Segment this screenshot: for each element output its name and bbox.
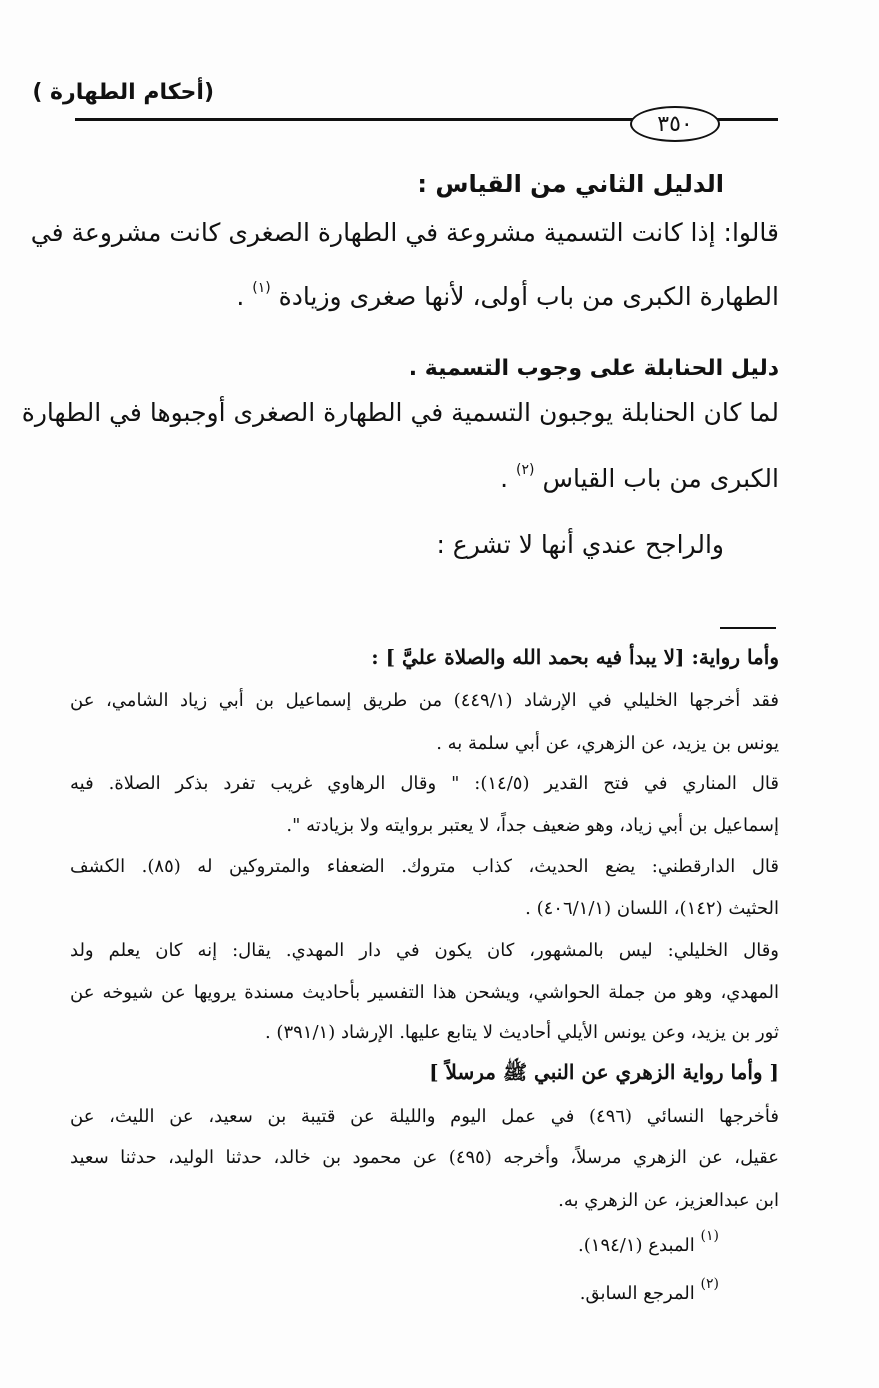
body-line-4 xyxy=(500,461,779,493)
footnote-line-10: ثور بن يزيد، وعن يونس الأيلي أحاديث لا يتابع عليها. الإرشاد (٣٩١/١) . xyxy=(264,1022,779,1043)
footnote-line-6: قال الدارقطني: يضع الحديث، كذاب متروك. الضعفاء والمتروكين له (٨٥). الكشف xyxy=(70,856,779,877)
endnote-1-text: المبدع (١٩٤/١). xyxy=(578,1235,695,1256)
footnote-ref-2: (٢) xyxy=(516,461,535,478)
body-line-2-end: . xyxy=(236,282,245,311)
endnote-2-text: المرجع السابق. xyxy=(579,1283,695,1304)
footnote-line-2: فقد أخرجها الخليلي في الإرشاد (٤٤٩/١) من طريق إسماعيل بن أبي زياد الشامي، عن xyxy=(70,690,779,711)
body-line-4-text: الكبرى من باب القياس xyxy=(542,464,779,493)
body-line-2-text: الطهارة الكبرى من باب أولى، لأنها صغرى وزيادة xyxy=(278,282,779,311)
footnote-line-7: الحثيث (١٤٢)، اللسان (٤٠٦/١/١) . xyxy=(525,898,779,919)
footnote-line-8: وقال الخليلي: ليس بالمشهور، كان يكون في دار المهدي. يقال: إنه كان يعلم ولد xyxy=(70,940,779,961)
body-line-3: لما كان الحنابلة يوجبون التسمية في الطهارة الصغرى أوجبوها في الطهارة xyxy=(21,398,779,427)
heading-second-evidence: الدليل الثاني من القياس : xyxy=(417,170,724,198)
footnote-ref-1: (١) xyxy=(252,279,271,296)
body-line-1: قالوا: إذا كانت التسمية مشروعة في الطهارة الصغرى كانت مشروعة في xyxy=(30,218,779,247)
endnote-1-ref: (١) xyxy=(700,1228,719,1244)
footnote-line-13: عقيل، عن الزهري مرسلاً، وأخرجه (٤٩٥) عن محمود بن خالد، حدثنا الوليد، حدثنا سعيد xyxy=(70,1147,780,1168)
footnote-rule xyxy=(720,627,776,629)
endnote-2 xyxy=(579,1276,719,1304)
footnote-line-12: فأخرجها النسائي (٤٩٦) في عمل اليوم والليلة عن قتيبة بن سعيد، عن الليث، عن xyxy=(70,1106,779,1127)
body-line-2 xyxy=(236,279,779,311)
footnote-line-5: إسماعيل بن أبي زياد، وهو ضعيف جداً، لا يعتبر بروايته ولا بزيادته ". xyxy=(286,815,779,836)
page-number: ٣٥٠ xyxy=(630,106,720,142)
footnote-line-14: ابن عبدالعزيز، عن الزهري به. xyxy=(558,1190,779,1211)
footnote-line-4: قال المناري في فتح القدير (١٤/٥): " وقال الرهاوي غريب تفرد بذكر الصلاة. فيه xyxy=(70,773,779,794)
header-title: (أحكام الطهارة ) xyxy=(32,80,214,105)
footnote-line-1: وأما رواية: [لا يبدأ فيه بحمد الله والصلاة عليَّ ] : xyxy=(371,645,779,669)
footnote-line-9: المهدي، وهو من جملة الحواشي، ويشحن هذا التفسير بأحاديث مسندة يرويها عن شيوخه عن xyxy=(70,982,779,1003)
heading-hanbali-evidence: دليل الحنابلة على وجوب التسمية . xyxy=(408,356,779,381)
footnote-line-11: [ وأما رواية الزهري عن النبي ﷺ مرسلاً ] xyxy=(429,1060,779,1084)
endnote-2-ref: (٢) xyxy=(700,1276,719,1292)
footnote-line-3: يونس بن يزيد، عن الزهري، عن أبي سلمة به . xyxy=(436,733,779,754)
body-line-5: والراجح عندي أنها لا تشرع : xyxy=(436,530,724,559)
endnote-1 xyxy=(578,1228,719,1256)
body-line-4-end: . xyxy=(500,464,509,493)
